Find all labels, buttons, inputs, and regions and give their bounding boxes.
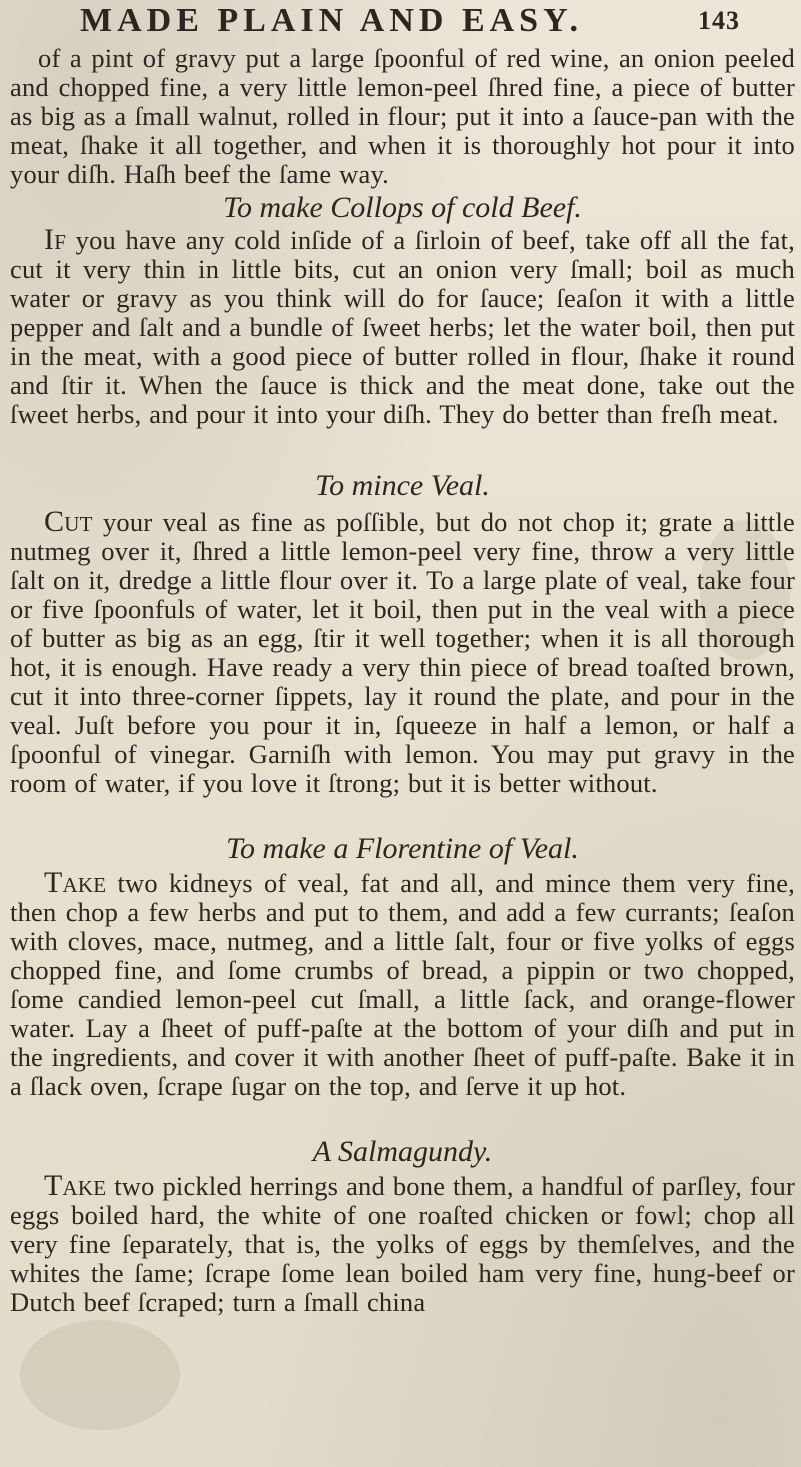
recipe-paragraph (10, 507, 795, 798)
recipe-paragraph (10, 225, 795, 429)
recipe-opening-word: Take (44, 866, 107, 899)
page-body (10, 44, 795, 1317)
recipe-text: two kidneys of veal, fat and all, and mince them very fine, then chop a few herbs and put to them, and add a few currants; ſeaſon with cloves, mace, nutmeg, and a little ſalt, four or five yolks of eggs chopped fine, and ſome crumbs of bread, a pippin or two chopped, ſome candied lemon-peel cut ſmall, a little ſack, and orange-flower water. Lay a ſheet of puff-paſte at the bottom of your diſh and put in the ingredients, and cover it with another ſheet of puff-paſte. Bake it in a ſlack oven, ſcrape ſugar on the top, and ſerve it up hot. (10, 868, 795, 1101)
recipe-text: your veal as fine as poſſible, but do not chop it; grate a little nutmeg over it, ſhred a little lemon-peel very fine, throw a very little ſalt on it, dredge a little flour over it. To a large plate of veal, take four or five ſpoonfuls of water, let it boil, then put in the veal with a piece of butter as big as an egg, ſtir it well together; when it is all thorough hot, it is enough. Have ready a very thin piece of bread toaſted brown, cut it into three-corner ſippets, lay it round the plate, and pour in the veal. Juſt before you pour it in, ſqueeze in half a lemon, or half a ſpoonful of vinegar. Garniſh with lemon. You may put gravy in the room of water, if you love it ſtrong; but it is better without. (10, 507, 795, 798)
recipe-opening-word: Take (44, 1169, 107, 1202)
paper-stain (20, 1320, 180, 1430)
recipe-heading: To mince Veal. (315, 469, 490, 502)
page-number: 143 (698, 6, 740, 35)
recipe-text: you have any cold inſide of a ſirloin of beef, take off all the fat, cut it very thin in little bits, cut an onion very ſmall; boil as much water or gravy as you think will do for ſauce; ſeaſon it with a little pepper and ſalt and a bundle of ſweet herbs; let the water boil, then put in the meat, with a good piece of butter rolled in flour, ſhake it round and ſtir it. When the ſauce is thick and the meat done, take out the ſweet herbs, and pour it into your diſh. They do better than freſh meat. (10, 225, 795, 429)
recipe-paragraph (10, 868, 795, 1101)
recipe-heading: To make a Florentine of Veal. (226, 832, 579, 865)
continued-paragraph: of a pint of gravy put a large ſpoonful of red wine, an onion peeled and chopped fine, a very little lemon-peel ſhred fine, a piece of butter as big as a ſmall walnut, rolled in flour; put it into a ſauce-pan with the meat, ſhake it all together, and when it is thoroughly hot pour it into your diſh. Haſh beef the ſame way. (10, 43, 795, 189)
recipe-text: two pickled herrings and bone them, a handful of parſley, four eggs boiled hard, the white of one roaſted chicken or fowl; chop all very fine ſeparately, that is, the yolks of eggs by themſelves, and the whites the ſame; ſcrape ſome lean boiled ham very fine, hung-beef or Dutch beef ſcraped; turn a ſmall china (10, 1171, 795, 1317)
recipe-opening-word: Cut (44, 505, 93, 538)
recipe-paragraph (10, 1171, 795, 1317)
page-header (80, 2, 740, 42)
recipe-heading: A Salmagundy. (312, 1135, 493, 1168)
recipe-opening-word: If (44, 223, 67, 256)
recipe-heading: To make Collops of cold Beef. (223, 191, 582, 224)
running-title: MADE PLAIN AND EASY. (80, 2, 584, 39)
